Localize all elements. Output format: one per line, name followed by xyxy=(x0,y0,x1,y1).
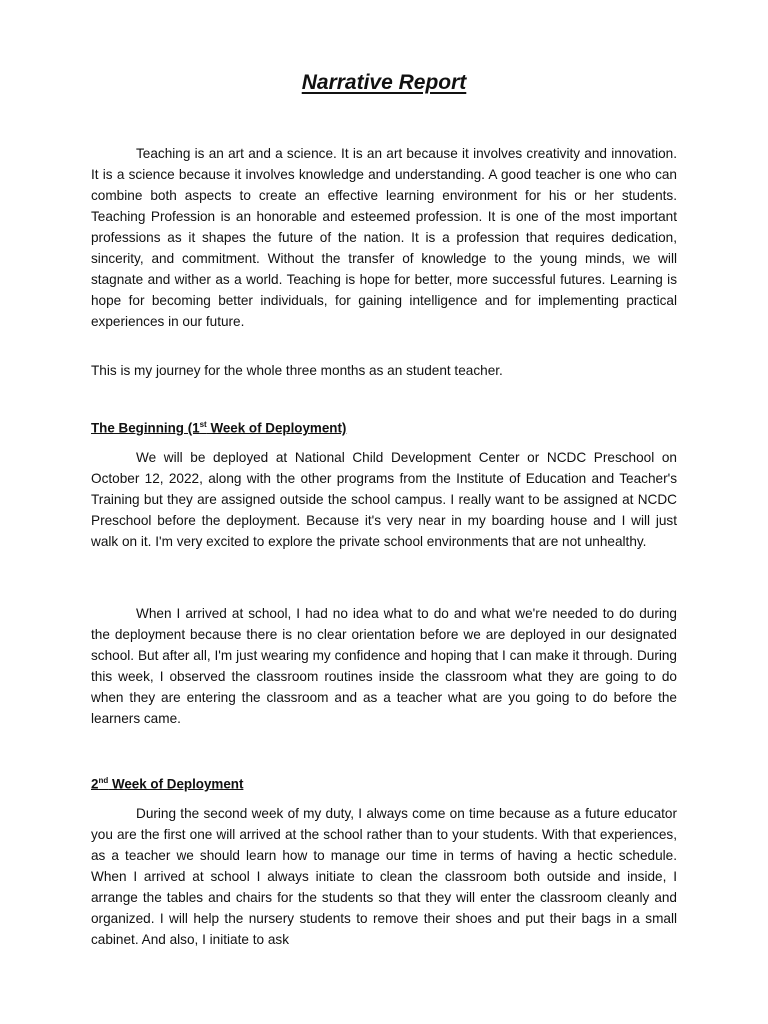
section2-paragraph-1: During the second week of my duty, I always come on time because as a future educator you are the first one will arrived at the school rather than to your students. With that experiences, as a teacher we should learn how to manage our time in terms of having a hectic schedule. When I arrived at school I always initiate to clean the classroom both outside and inside, I arrange the tables and chairs for the students so that they will enter the classroom cleanly and organized. I will help the nursery students to remove their shoes and put their bags in a small cabinet. And also, I initiate to ask xyxy=(91,806,677,947)
heading-text-post: Week of Deployment) xyxy=(206,420,347,436)
heading-superscript: st xyxy=(199,420,207,429)
section-heading-beginning xyxy=(91,420,346,435)
heading-text-pre: 2 xyxy=(91,776,99,792)
heading-text-pre: The Beginning (1 xyxy=(91,420,200,436)
section1-paragraph-1: We will be deployed at National Child Development Center or NCDC Preschool on October 12, 2022, along with the other programs from the Institute of Education and Teacher's Training but they are assigned outside the school campus. I really want to be assigned at NCDC Preschool before the deployment. Because it's very near in my boarding house and I will just walk on it. I'm very excited to explore the private school environments that are not unhealthy. xyxy=(91,450,677,549)
page-title: Narrative Report xyxy=(301,71,467,94)
journey-line: This is my journey for the whole three months as an student teacher. xyxy=(91,363,503,378)
heading-text-post: Week of Deployment xyxy=(108,776,244,792)
section-heading-second-week xyxy=(91,776,243,791)
section1-paragraph-2: When I arrived at school, I had no idea what to do and what we're needed to do during the deployment because there is no clear orientation before we are deployed in our designated school. But after all, I'm just wearing my confidence and hoping that I can make it through. During this week, I observed the classroom routines inside the classroom what they are going to do when they are entering the classroom and as a teacher what are you going to do before the learners came. xyxy=(91,606,677,726)
intro-paragraph: Teaching is an art and a science. It is an art because it involves creativity and innovation. It is a science because it involves knowledge and understanding. A good teacher is one who can combine both aspects to create an effective learning environment for his or her students. Teaching Profession is an honorable and esteemed profession. It is one of the most important professions as it shapes the future of the nation. It is a profession that requires dedication, sincerity, and commitment. Without the transfer of knowledge to the young minds, we will stagnate and wither as a world. Teaching is hope for better, more successful futures. Learning is hope for becoming better individuals, for gaining intelligence and for implementing practical experiences in our future. xyxy=(91,146,677,329)
heading-superscript: nd xyxy=(98,776,109,785)
